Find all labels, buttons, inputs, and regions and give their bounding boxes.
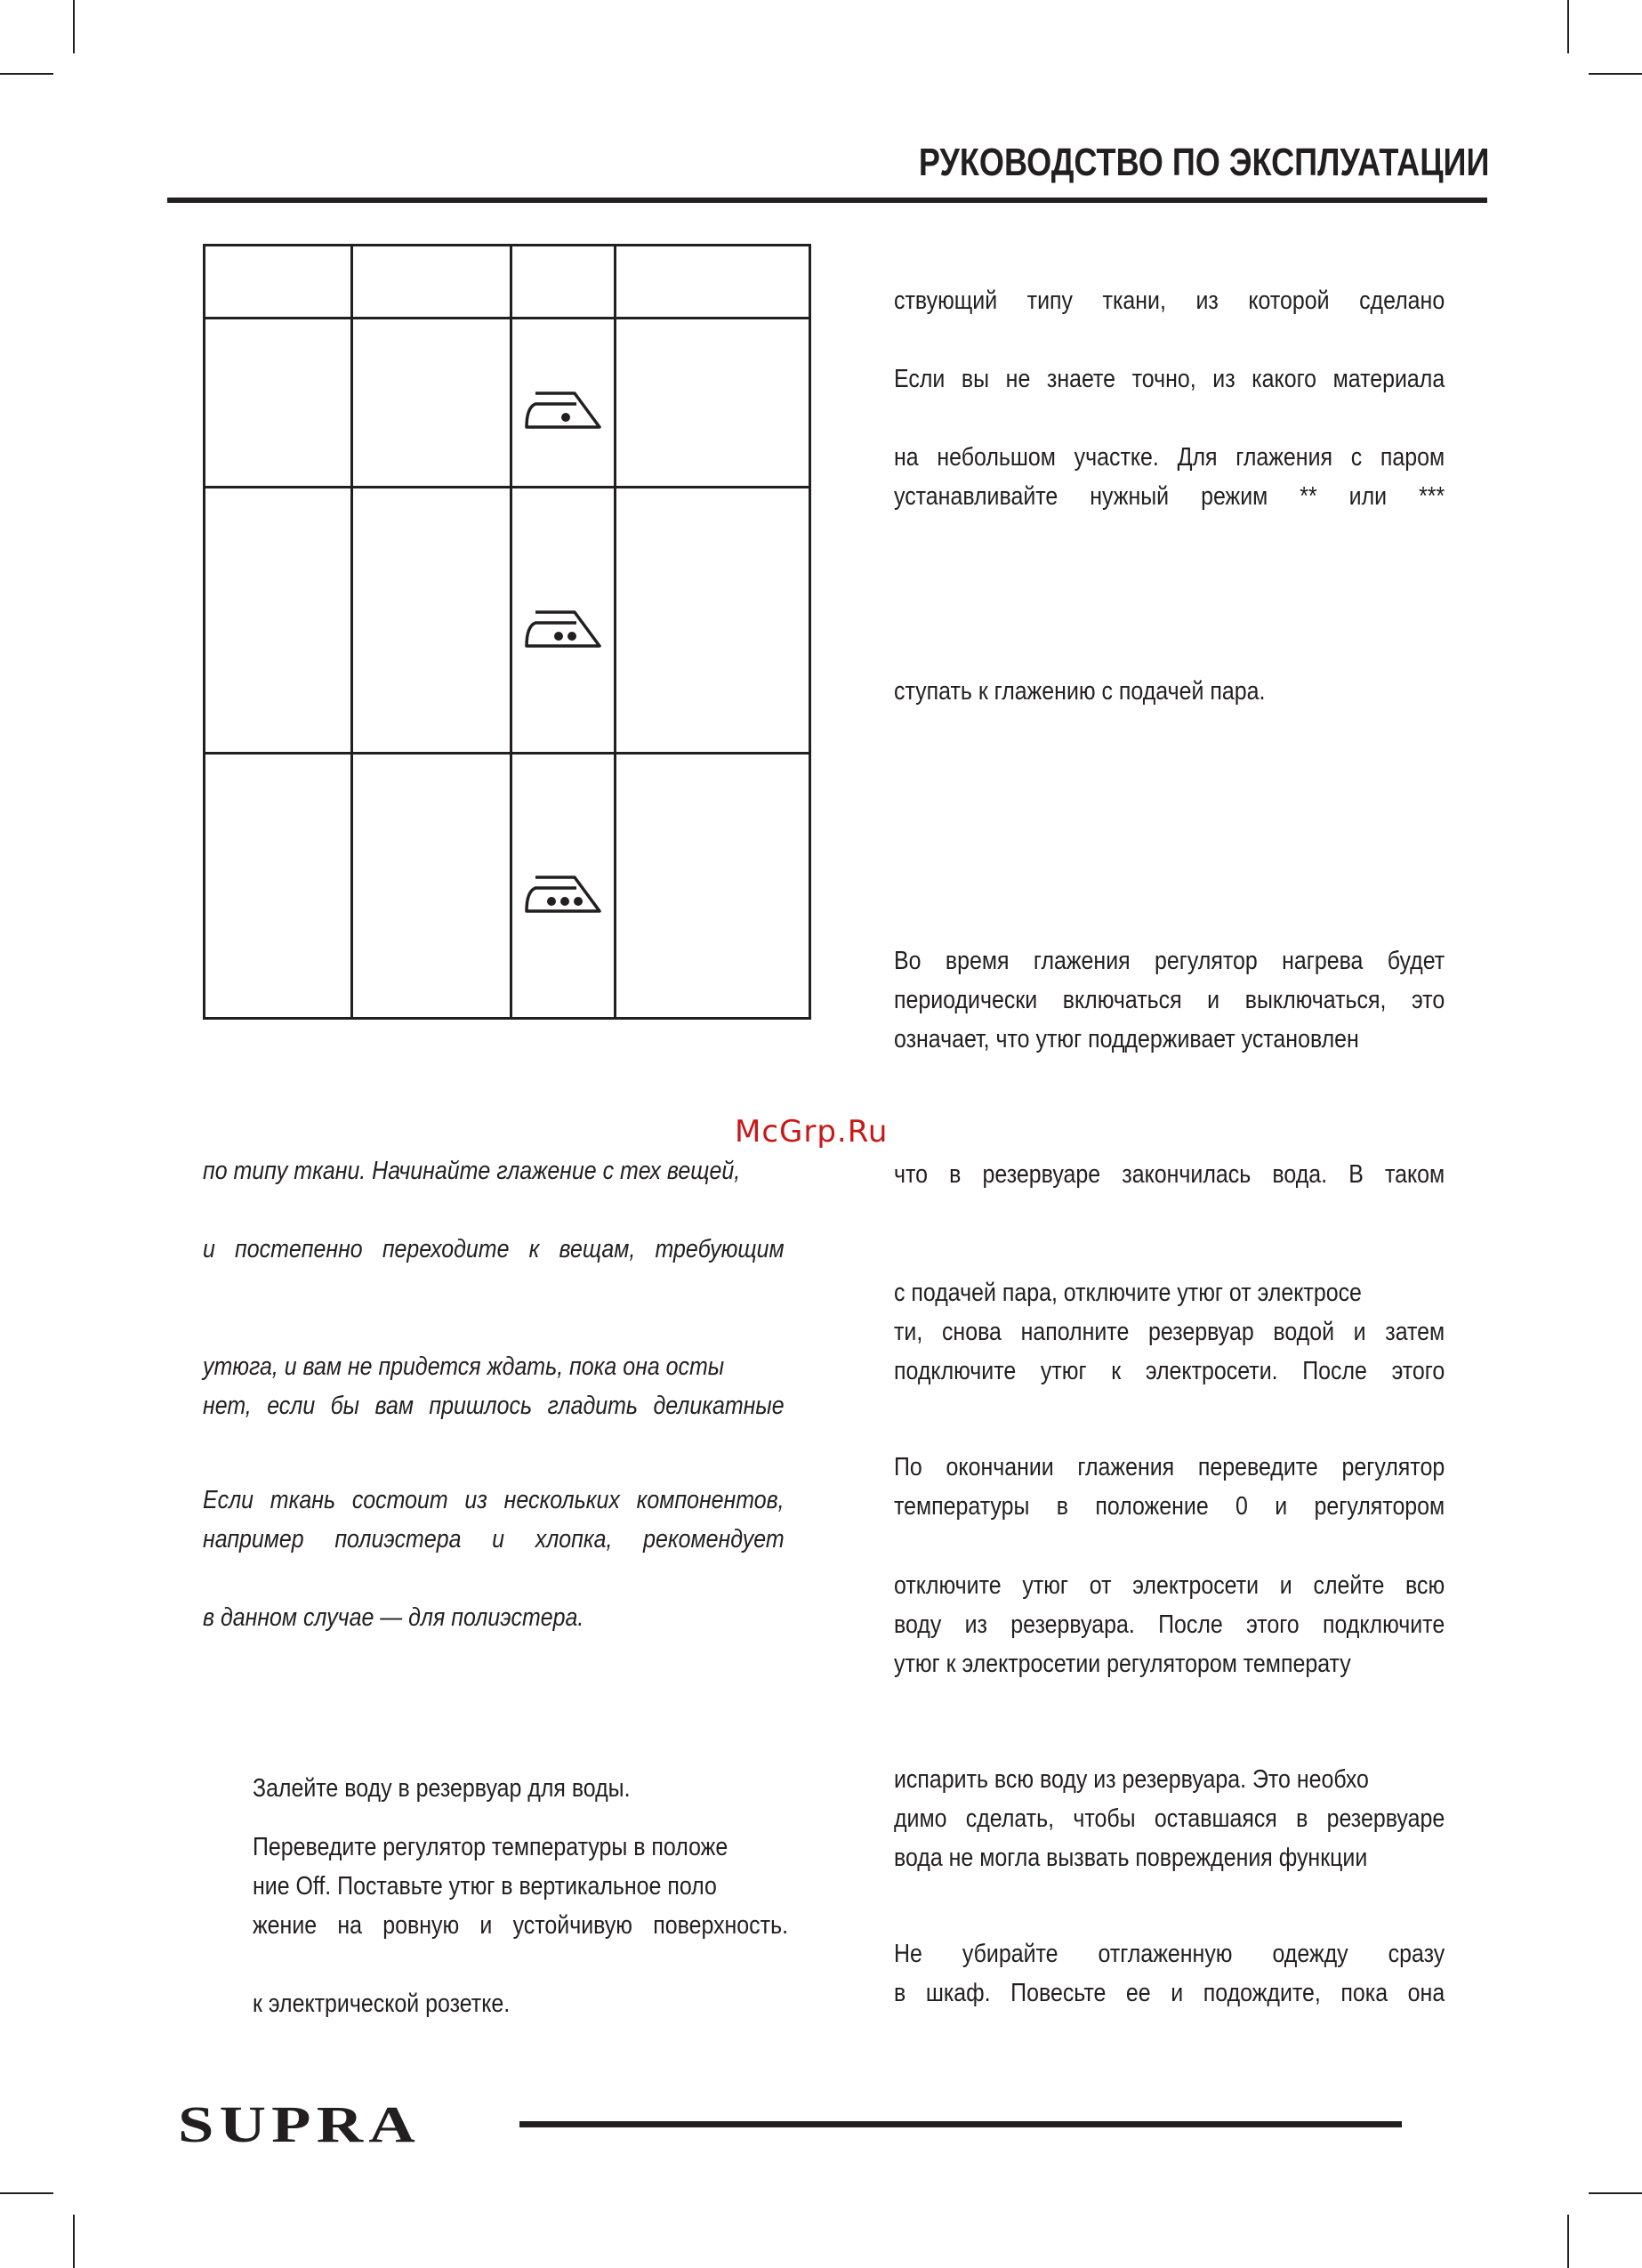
text-line: по типу ткани. Начинайте глажение с тех вещей, bbox=[203, 1157, 741, 1185]
text-line: температуры в положение 0 и регулятором bbox=[894, 1492, 1445, 1521]
text-line: к электрической розетке. bbox=[253, 1990, 511, 2018]
watermark: McGrp.Ru bbox=[735, 1114, 889, 1150]
text-line: воду из резервуара. После этого подключите bbox=[894, 1610, 1445, 1639]
table-border-bottom bbox=[203, 1017, 811, 1020]
text-line: Во время глажения регулятор нагрева будет bbox=[894, 947, 1445, 975]
text-line: с подачей пара, отключите утюг от электросе bbox=[894, 1279, 1362, 1307]
text-line: димо сделать, чтобы оставшаяся в резервуаре bbox=[894, 1804, 1445, 1833]
text-line: По окончании глажения переведите регулятор bbox=[894, 1453, 1445, 1481]
iron-three-dots-icon bbox=[523, 872, 603, 915]
crop-mark bbox=[0, 73, 53, 75]
text-line: в данном случае — для полиэстера. bbox=[203, 1603, 584, 1632]
text-line: вода не могла вызвать повреждения функции bbox=[894, 1844, 1368, 1872]
text-line: ствующий типу ткани, из которой сделано bbox=[894, 287, 1445, 315]
table-row-divider bbox=[203, 486, 811, 488]
crop-mark bbox=[1589, 73, 1642, 75]
iron-one-dot-icon bbox=[523, 388, 603, 431]
text-line: ступать к глажению с подачей пара. bbox=[894, 677, 1266, 706]
text-line: например полиэстера и хлопка, рекомендует bbox=[203, 1525, 785, 1554]
table-border-right bbox=[809, 244, 811, 1020]
crop-mark bbox=[73, 2215, 75, 2268]
crop-mark bbox=[1567, 2215, 1569, 2268]
text-line: Если вы не знаете точно, из какого материала bbox=[894, 365, 1445, 393]
table-row-divider bbox=[203, 317, 811, 319]
text-line: подключите утюг к электросети. После этого bbox=[894, 1357, 1445, 1385]
text-line: устанавливайте нужный режим ** или *** bbox=[894, 482, 1445, 511]
text-line: Если ткань состоит из нескольких компонентов, bbox=[203, 1486, 785, 1514]
text-line: утюга, и вам не придется ждать, пока она осты bbox=[203, 1352, 725, 1381]
text-line: отключите утюг от электросети и слейте всю bbox=[894, 1571, 1445, 1600]
text-line: означает, что утюг поддерживает установлен bbox=[894, 1025, 1359, 1053]
text-line: что в резервуаре закончилась вода. В таком bbox=[894, 1160, 1445, 1189]
crop-mark bbox=[1567, 0, 1569, 53]
crop-mark bbox=[0, 2192, 53, 2194]
text-line: жение на ровную и устойчивую поверхность. bbox=[253, 1911, 788, 1940]
text-line: и постепенно переходите к вещам, требующим bbox=[203, 1235, 785, 1263]
table-row-divider bbox=[203, 752, 811, 755]
text-line: Переведите регулятор температуры в положе bbox=[253, 1833, 728, 1861]
footer-rule bbox=[519, 2121, 1402, 2127]
ironing-table bbox=[203, 244, 811, 1020]
text-line: в шкаф. Повесьте ее и подождите, пока она bbox=[894, 1979, 1445, 2007]
text-line: Залейте воду в резервуар для воды. bbox=[253, 1774, 631, 1803]
iron-two-dots-icon bbox=[523, 607, 603, 650]
text-line: на небольшом участке. Для глажения с паром bbox=[894, 443, 1445, 472]
supra-logo: SUPRA bbox=[178, 2095, 421, 2153]
table-col-divider bbox=[614, 244, 616, 1020]
page-title: РУКОВОДСТВО ПО ЭКСПЛУАТАЦИИ bbox=[918, 141, 1489, 184]
text-line: нет, если бы вам пришлось гладить деликатные bbox=[203, 1392, 785, 1420]
table-border-left bbox=[203, 244, 205, 1020]
text-line: утюг к электросетии регулятором температу bbox=[894, 1650, 1351, 1678]
text-line: периодически включаться и выключаться, это bbox=[894, 986, 1445, 1014]
crop-mark bbox=[1589, 2192, 1642, 2194]
table-col-divider bbox=[510, 244, 512, 1020]
text-line: испарить всю воду из резервуара. Это необхо bbox=[894, 1765, 1369, 1794]
text-line: ти, снова наполните резервуар водой и затем bbox=[894, 1318, 1445, 1346]
header-rule bbox=[167, 198, 1487, 203]
text-line: Не убирайте отглаженную одежду сразу bbox=[894, 1940, 1445, 1968]
table-border-top bbox=[203, 244, 811, 246]
text-line: ние Off. Поставьте утюг в вертикальное поло bbox=[253, 1872, 717, 1901]
table-col-divider bbox=[350, 244, 353, 1020]
crop-mark bbox=[73, 0, 75, 53]
